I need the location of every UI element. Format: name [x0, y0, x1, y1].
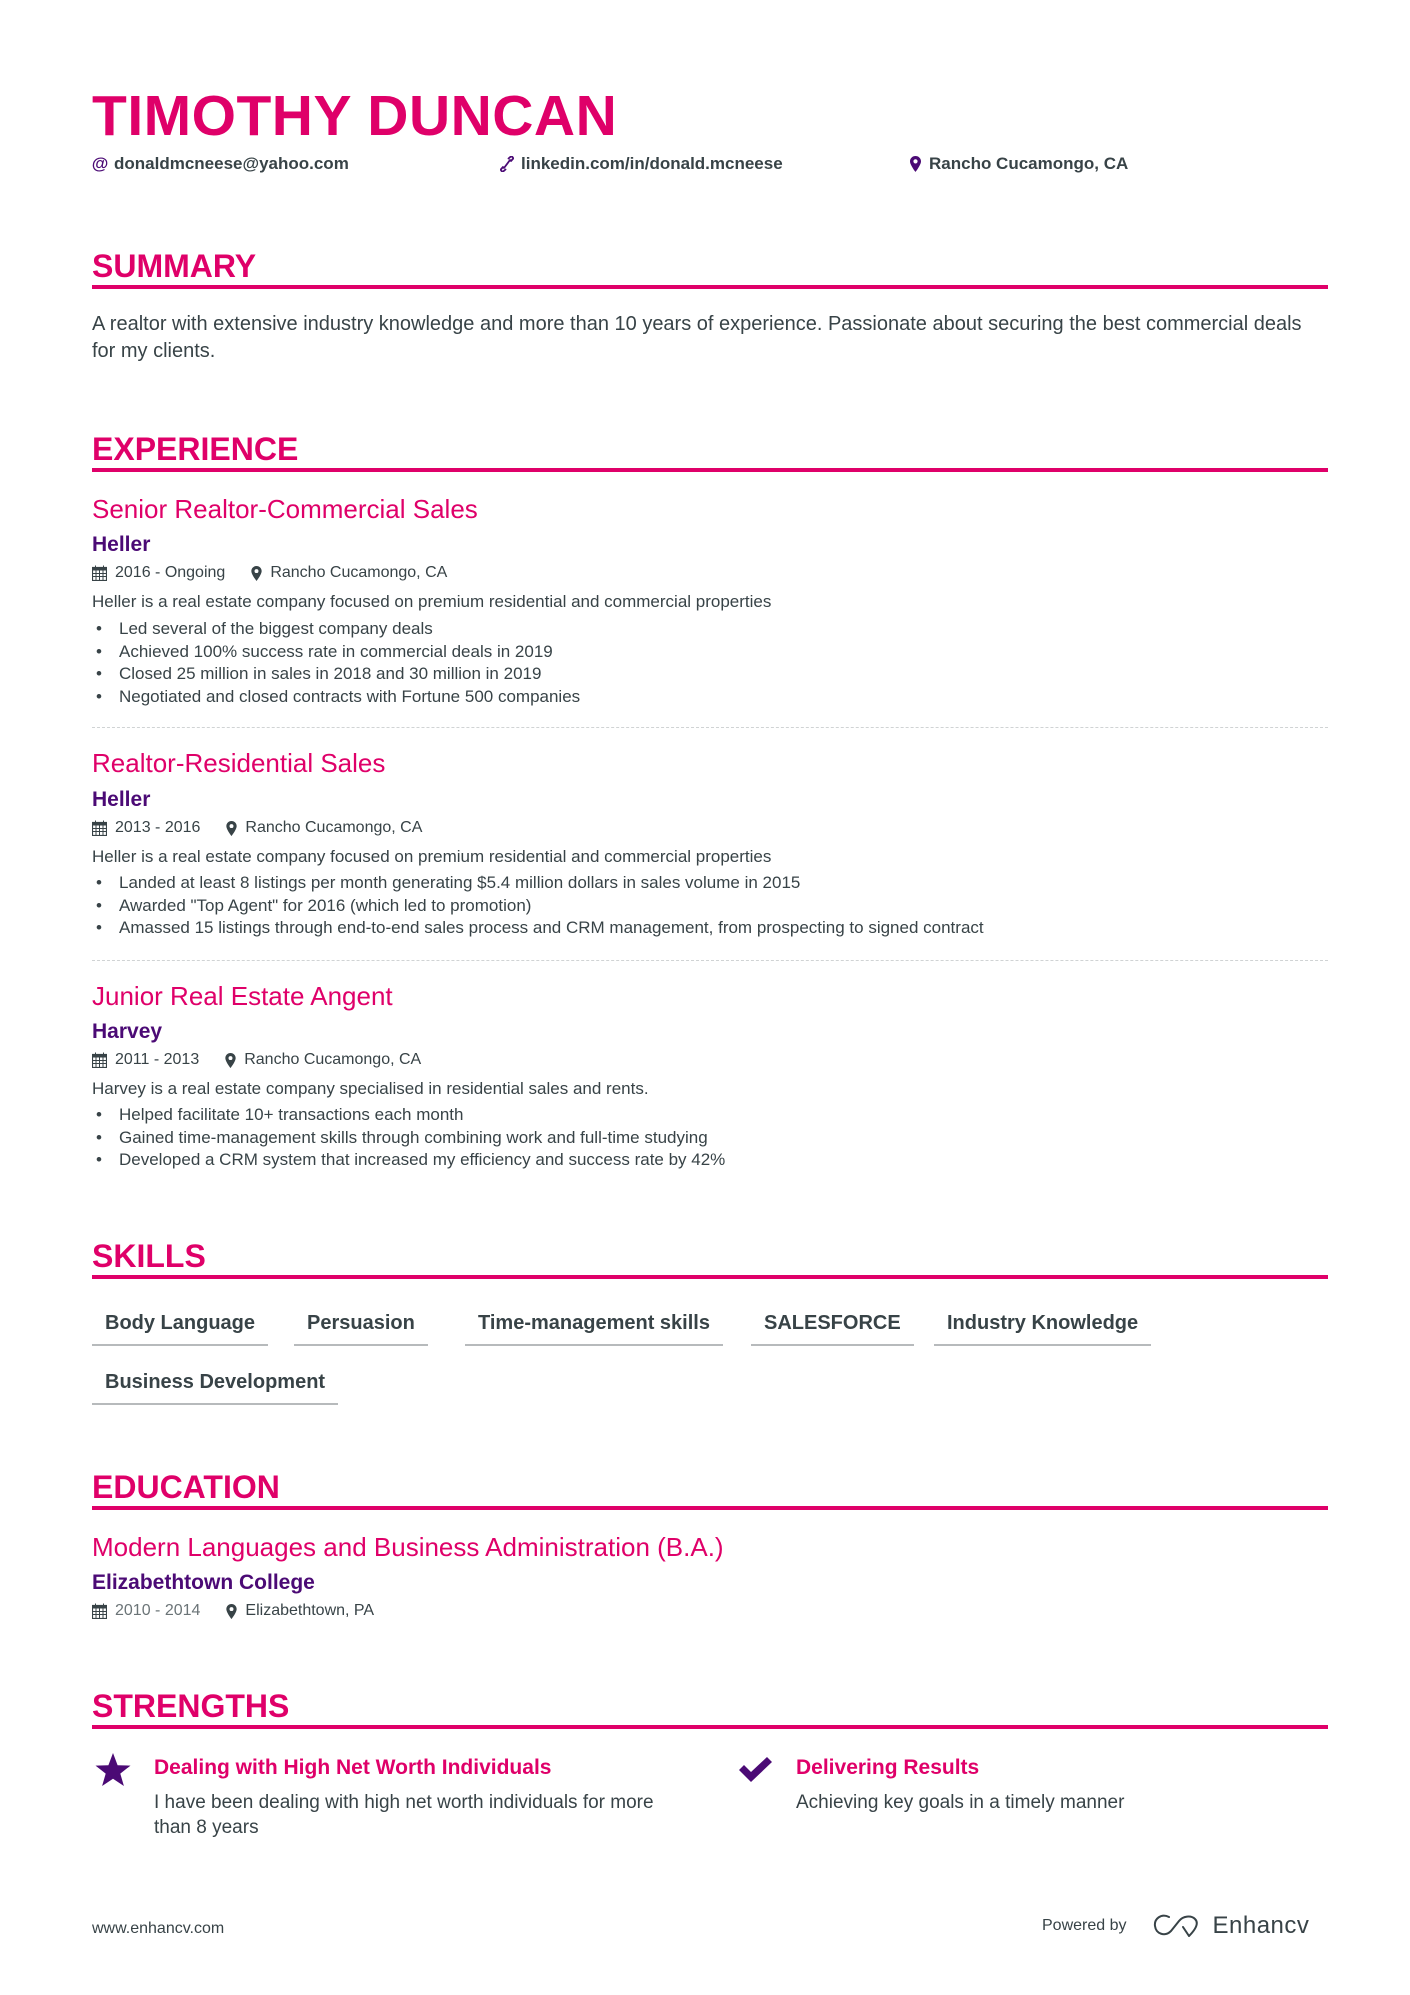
skill-tag: SALESFORCE: [751, 1310, 914, 1346]
job-title: Senior Realtor-Commercial Sales: [92, 494, 478, 524]
company-name: Heller: [92, 533, 151, 556]
education-location: Elizabethtown, PA: [226, 1601, 374, 1621]
location-pin-icon: [226, 821, 237, 836]
skill-tag: Industry Knowledge: [934, 1310, 1151, 1346]
education-meta: [92, 1601, 374, 1621]
contact-bar: [92, 154, 1328, 178]
list-item: • Helped facilitate 10+ transactions each month: [92, 1104, 725, 1127]
list-item: • Achieved 100% success rate in commercial deals in 2019: [92, 641, 580, 664]
candidate-name: TIMOTHY DUNCAN: [92, 84, 618, 148]
brand-name: Enhancv: [1212, 1912, 1310, 1939]
strength-description: I have been dealing with high net worth individuals for more than 8 years: [154, 1792, 654, 1838]
list-item: • Negotiated and closed contracts with Fortune 500 companies: [92, 686, 580, 709]
list-item: • Awarded "Top Agent" for 2016 (which led to promotion): [92, 895, 984, 918]
job-dates: 2011 - 2013: [92, 1050, 199, 1070]
skill-tag: Time-management skills: [465, 1310, 723, 1346]
job-dates: 2016 - Ongoing: [92, 563, 225, 583]
section-divider: [92, 1506, 1328, 1510]
summary-text: A realtor with extensive industry knowledge and more than 10 years of experience. Passionate about securing the best commercial deals for my clients.: [92, 313, 1302, 362]
strength-description: Achieving key goals in a timely manner: [796, 1792, 1125, 1813]
footer-branding: [1042, 1912, 1309, 1940]
job-meta: [92, 818, 422, 838]
link-icon: [499, 155, 515, 173]
list-item: • Landed at least 8 listings per month generating $5.4 million dollars in sales volume in 2015: [92, 872, 984, 895]
section-title-education: EDUCATION: [92, 1469, 280, 1505]
job-location: Rancho Cucamongo, CA: [251, 563, 447, 583]
checkmark-icon: [736, 1752, 774, 1788]
job-title: Realtor-Residential Sales: [92, 748, 386, 778]
powered-by-label: Powered by: [1042, 1917, 1127, 1934]
contact-location: [907, 154, 1128, 174]
calendar-icon: [92, 1052, 107, 1068]
list-item: • Closed 25 million in sales in 2018 and 30 million in 2019: [92, 663, 580, 686]
job-location: Rancho Cucamongo, CA: [225, 1050, 421, 1070]
section-title-strengths: STRENGTHS: [92, 1688, 290, 1724]
degree-title: Modern Languages and Business Administration (B.A.): [92, 1532, 724, 1562]
at-icon: @: [91, 154, 109, 173]
calendar-icon: [92, 820, 107, 836]
job-title: Junior Real Estate Angent: [92, 981, 393, 1011]
skill-tag: Body Language: [92, 1310, 268, 1346]
section-title-summary: SUMMARY: [92, 248, 257, 284]
section-title-experience: EXPERIENCE: [92, 431, 299, 467]
section-divider: [92, 468, 1328, 472]
location-pin-icon: [251, 566, 262, 581]
company-name: Harvey: [92, 1020, 163, 1043]
calendar-icon: [92, 565, 107, 581]
location-pin-icon: [907, 155, 923, 173]
company-description: Heller is a real estate company focused on premium residential and commercial properties: [92, 847, 772, 866]
contact-linkedin[interactable]: [499, 154, 783, 174]
section-divider: [92, 1725, 1328, 1729]
company-description: Heller is a real estate company focused on premium residential and commercial properties: [92, 592, 772, 611]
location-text: Rancho Cucamongo, CA: [929, 154, 1129, 173]
skill-tag: Persuasion: [294, 1310, 428, 1346]
star-icon: [94, 1752, 132, 1788]
achievement-list: [92, 618, 580, 708]
list-item: • Led several of the biggest company deals: [92, 618, 580, 641]
contact-email[interactable]: [92, 154, 349, 174]
achievement-list: [92, 1104, 725, 1172]
company-description: Harvey is a real estate company specialised in residential sales and rents.: [92, 1079, 649, 1098]
job-meta: [92, 563, 447, 583]
company-name: Heller: [92, 788, 151, 811]
section-divider: [92, 285, 1328, 289]
section-divider: [92, 1275, 1328, 1279]
job-location: Rancho Cucamongo, CA: [226, 818, 422, 838]
list-item: • Amassed 15 listings through end-to-end sales process and CRM management, from prospecting to signed contract: [92, 917, 984, 940]
linkedin-text: linkedin.com/in/donald.mcneese: [521, 154, 783, 173]
footer-website-link[interactable]: www.enhancv.com: [92, 1920, 225, 1937]
location-pin-icon: [225, 1053, 236, 1068]
list-item: • Gained time-management skills through combining work and full-time studying: [92, 1127, 725, 1150]
strength-title: Dealing with High Net Worth Individuals: [154, 1756, 552, 1779]
enhancv-logo-icon: [1153, 1913, 1201, 1939]
school-name: Elizabethtown College: [92, 1571, 315, 1594]
education-dates: 2010 - 2014: [92, 1601, 200, 1621]
location-pin-icon: [226, 1604, 237, 1619]
job-meta: [92, 1050, 421, 1070]
skill-tag: Business Development: [92, 1369, 338, 1405]
email-text: donaldmcneese@yahoo.com: [114, 154, 349, 173]
job-dates: 2013 - 2016: [92, 818, 200, 838]
section-title-skills: SKILLS: [92, 1238, 206, 1274]
calendar-icon: [92, 1603, 107, 1619]
entry-separator: [92, 960, 1328, 961]
enhancv-logo[interactable]: [1153, 1912, 1310, 1940]
list-item: • Developed a CRM system that increased my efficiency and success rate by 42%: [92, 1149, 725, 1172]
entry-separator: [92, 727, 1328, 728]
strength-title: Delivering Results: [796, 1756, 980, 1779]
achievement-list: [92, 872, 984, 940]
